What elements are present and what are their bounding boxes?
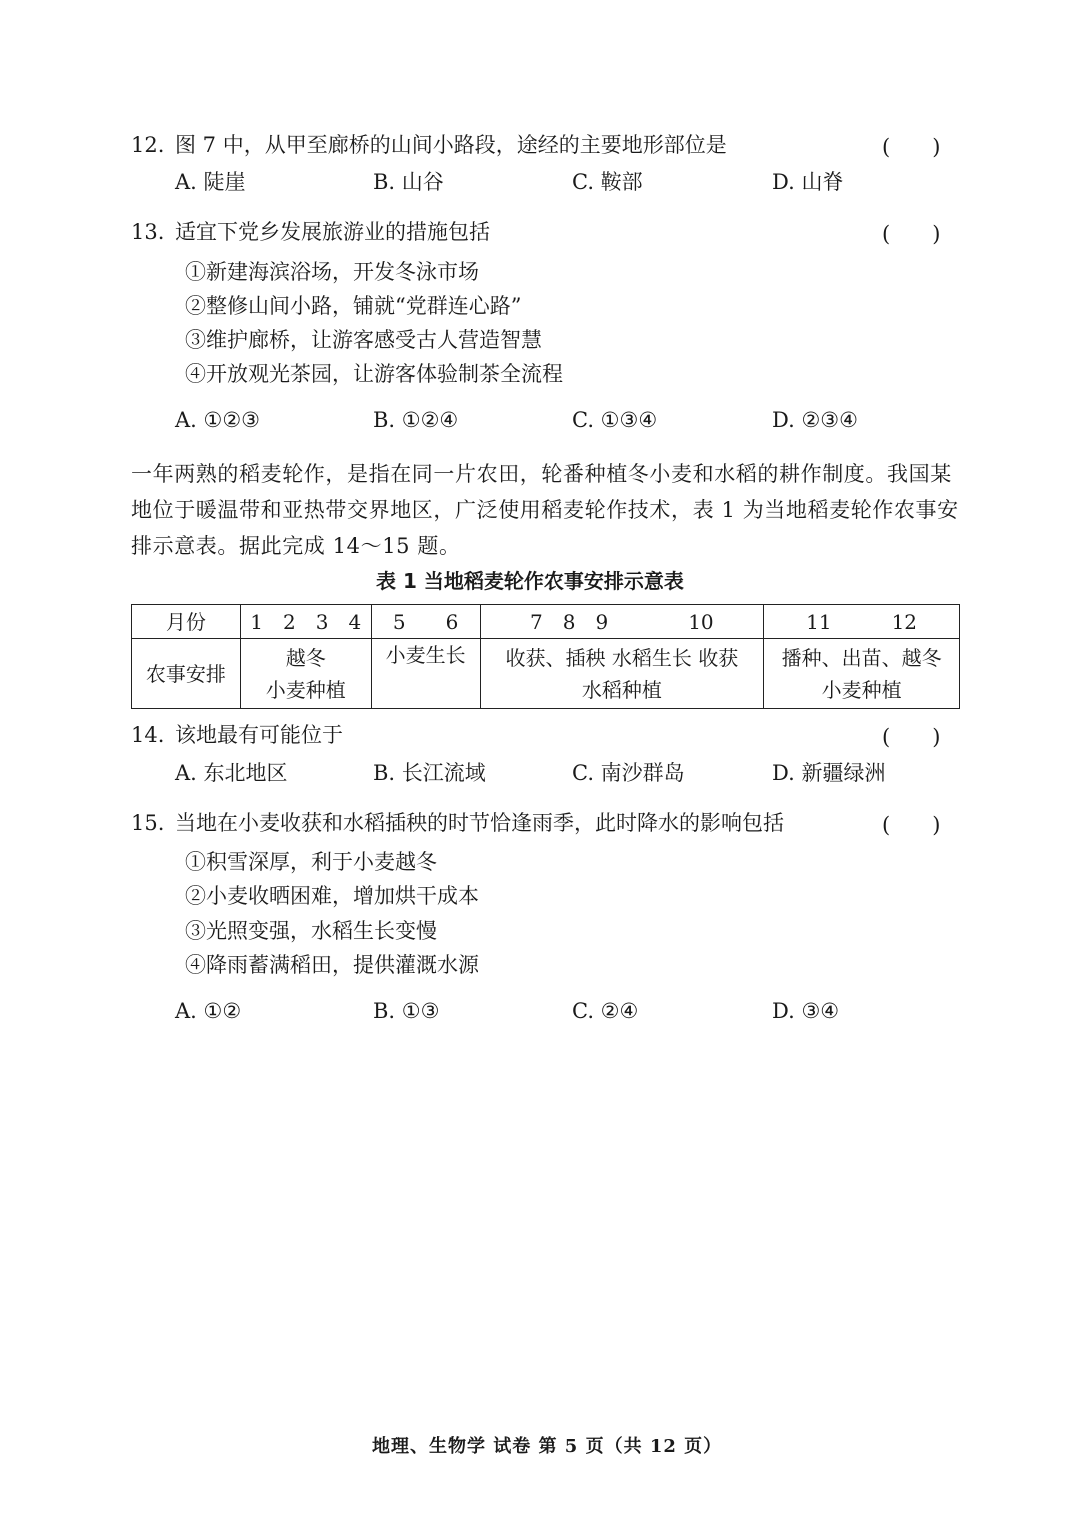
- q14-option-b: B. 长江流域: [373, 761, 486, 785]
- q12-stem: 图 7 中，从甲至廊桥的山间小路段，途经的主要地形部位是: [175, 133, 727, 157]
- table-month-7-10: 7 8 9 10: [480, 605, 764, 639]
- q13-number: 13.: [131, 220, 165, 244]
- table-cell-wheat-growth: [371, 639, 480, 709]
- cell-line: 播种、出苗、越冬: [781, 645, 942, 670]
- table-row: [132, 605, 960, 639]
- table-row: [132, 639, 960, 709]
- q12-option-a: A. 陡崖: [175, 170, 246, 194]
- table-month-5-6: 5 6: [371, 605, 480, 639]
- table-cell-rice: [480, 639, 764, 709]
- q13-stem: 适宜下党乡发展旅游业的措施包括: [175, 220, 490, 244]
- q13-statement-1: ①新建海滨浴场，开发冬泳市场: [185, 260, 479, 284]
- q12-option-b: B. 山谷: [373, 170, 444, 194]
- page-footer: 地理、生物学 试卷 第 5 页（共 12 页）: [372, 1436, 723, 1457]
- table-cell-winter-wheat: [240, 639, 371, 709]
- q13-option-a: A. ①②③: [175, 408, 260, 432]
- passage-text: 一年两熟的稻麦轮作，是指在同一片农田，轮番种植冬小麦和水稻的耕作制度。我国某地位于暖温带和亚热带交界地区，广泛使用稻麦轮作技术，表 1 为当地稻麦轮作农事安排示意表。据此完成 14～15 题。: [131, 462, 959, 558]
- q14-option-a: A. 东北地区: [175, 761, 288, 785]
- q14-option-d: D. 新疆绿洲: [772, 761, 886, 785]
- cell-line: 收获、插秧 水稻生长 收获: [505, 645, 739, 670]
- q14-stem: 该地最有可能位于: [175, 723, 343, 747]
- q14-option-c: C. 南沙群岛: [572, 761, 685, 785]
- q15-number: 15.: [131, 811, 165, 835]
- table-month-1-4: 1 2 3 4: [240, 605, 371, 639]
- cell-line: 水稻种植: [581, 677, 662, 702]
- table-header-farming: 农事安排: [132, 639, 241, 709]
- q15-statement-4: ④降雨蓄满稻田，提供灌溉水源: [185, 953, 479, 977]
- q15-statement-3: ③光照变强，水稻生长变慢: [185, 919, 437, 943]
- q15-stem: 当地在小麦收获和水稻插秧的时节恰逢雨季，此时降水的影响包括: [175, 811, 784, 835]
- q13-statement-4: ④开放观光茶园，让游客体验制茶全流程: [185, 362, 563, 386]
- q15-option-b: B. ①③: [373, 999, 440, 1023]
- table-cell-sowing: [764, 639, 960, 709]
- q13-statement-2: ②整修山间小路，铺就“党群连心路”: [185, 294, 522, 318]
- q13-option-b: B. ①②④: [373, 408, 459, 432]
- q15-statement-1: ①积雪深厚，利于小麦越冬: [185, 850, 437, 874]
- q13-statement-3: ③维护廊桥，让游客感受古人营造智慧: [185, 328, 542, 352]
- q13-option-d: D. ②③④: [772, 408, 858, 432]
- q13-option-c: C. ①③④: [572, 408, 658, 432]
- q12-answer-paren: ( ): [882, 135, 941, 159]
- cell-line: 小麦种植: [821, 677, 902, 702]
- q15-option-a: A. ①②: [175, 999, 242, 1023]
- q15-statement-2: ②小麦收晒困难，增加烘干成本: [185, 884, 479, 908]
- cell-line: 小麦生长: [385, 643, 466, 667]
- cell-line: 小麦种植: [265, 677, 346, 702]
- table-header-month: 月份: [132, 605, 241, 639]
- q12-option-c: C. 鞍部: [572, 170, 643, 194]
- q15-option-d: D. ③④: [772, 999, 840, 1023]
- cell-line: 越冬: [285, 645, 326, 670]
- table-month-11-12: 11 12: [764, 605, 960, 639]
- q15-answer-paren: ( ): [882, 813, 941, 837]
- q14-answer-paren: ( ): [882, 725, 941, 749]
- farm-schedule-table: [131, 604, 960, 709]
- q12-option-d: D. 山脊: [772, 170, 844, 194]
- q13-answer-paren: ( ): [882, 222, 941, 246]
- q15-option-c: C. ②④: [572, 999, 639, 1023]
- q14-number: 14.: [131, 723, 165, 747]
- table-caption: 表 1 当地稻麦轮作农事安排示意表: [376, 569, 684, 593]
- q12-number: 12.: [131, 133, 165, 157]
